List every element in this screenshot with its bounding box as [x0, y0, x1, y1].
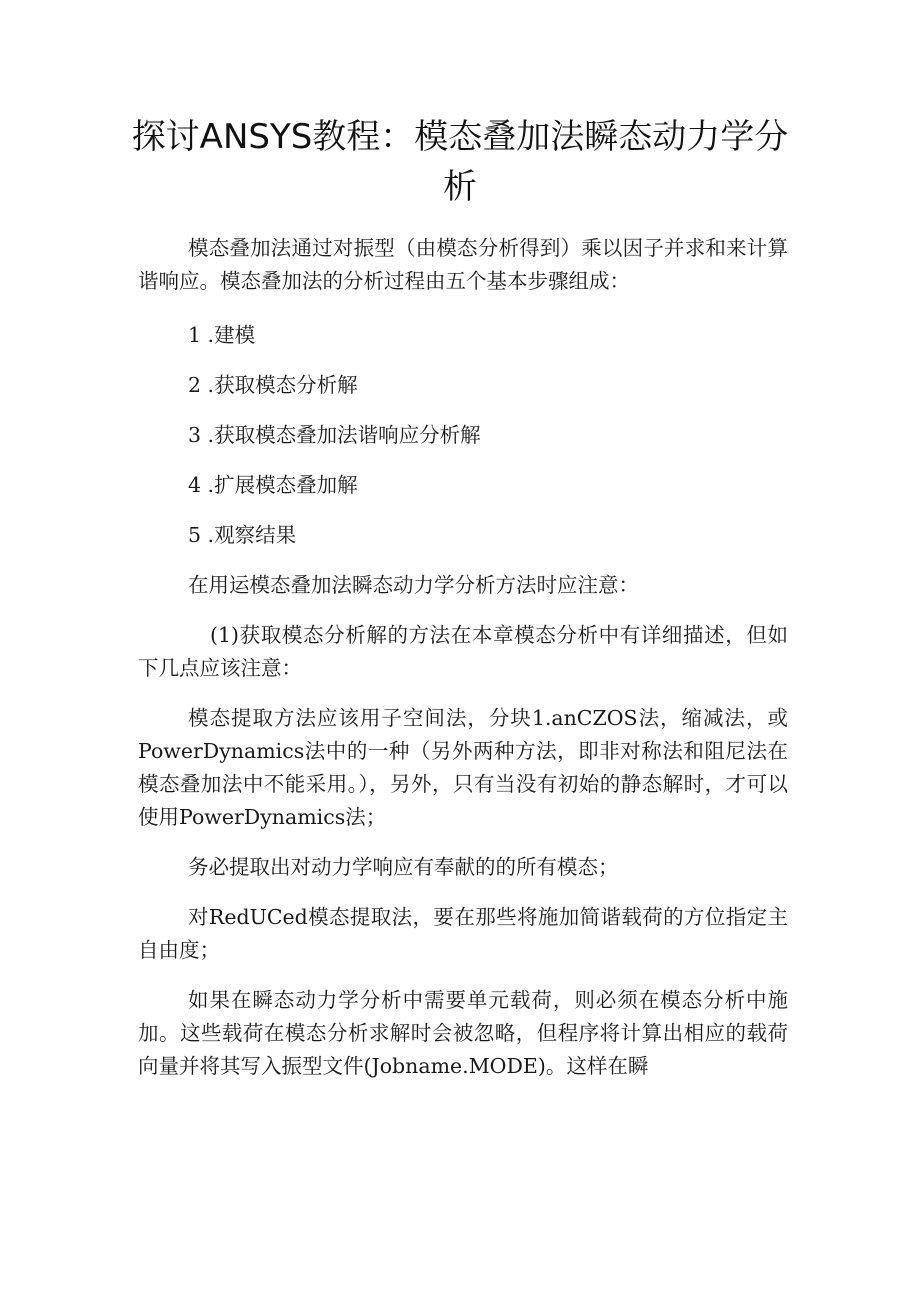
- body-paragraph: 务必提取出对动力学响应有奉献的的所有模态；: [188, 855, 619, 879]
- step-item: 5 .观察结果: [188, 523, 297, 547]
- intro-paragraph: 模态叠加法通过对振型（由模态分析得到）乘以因子并求和来计算谐响应。模态叠加法的分析过程由五个基本步骤组成：: [138, 236, 788, 293]
- body-paragraph: 对RedUCed模态提取法，要在那些将施加简谐载荷的方位指定主自由度；: [138, 905, 788, 962]
- body-paragraph: 模态提取方法应该用子空间法，分块1.anCZOS法，缩减法，或PowerDynamics法中的一种（另外两种方法，即非对称法和阻尼法在模态叠加法中不能采用。），另外，只有当没有初始的静态解时，才可以使用PowerDynamics法；: [138, 706, 788, 829]
- step-item: 3 .获取模态叠加法谐响应分析解: [188, 423, 481, 447]
- document-body: [138, 232, 788, 1083]
- body-paragraph: (1)获取模态分析解的方法在本章模态分析中有详细描述，但如下几点应该注意：: [138, 623, 788, 680]
- step-item: 4 .扩展模态叠加解: [188, 473, 358, 497]
- document-title: 探讨ANSYS教程：模态叠加法瞬态动力学分析: [131, 117, 789, 207]
- note-heading: 在用运模态叠加法瞬态动力学分析方法时应注意：: [188, 573, 639, 597]
- step-item: 1 .建模: [188, 323, 256, 347]
- body-paragraph: 如果在瞬态动力学分析中需要单元载荷，则必须在模态分析中施加。这些载荷在模态分析求解时会被忽略，但程序将计算出相应的载荷向量并将其写入振型文件(Jobname.MODE)。这样在瞬: [138, 988, 788, 1078]
- step-item: 2 .获取模态分析解: [188, 373, 358, 397]
